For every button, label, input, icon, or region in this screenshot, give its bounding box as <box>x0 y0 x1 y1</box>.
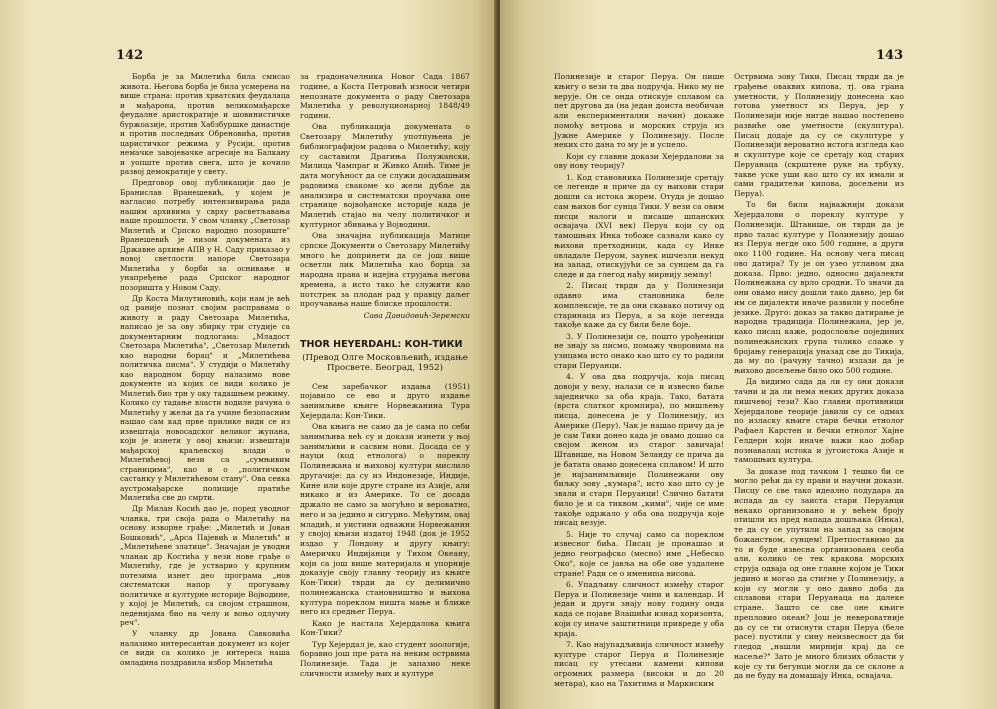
paragraph: За доказе под тачком 1 тешко би се могло рећи да су прави и научни докази. Писцу се све тако идеално подудара да испада да су заиста стари Перуанци некако организовано и у већем броју отишли из пред напада дошљака (Инка), те да су се упутили на запад за својим божанством, сунцем! Претпоставимо да то и буде извесна организована сеоба али, колико се тек кракова морских струја одваја од оне главне којом је Тики једино и могао да стигне у Полинезију, а који су могли у оно давно доба да сплавови стари Перуанаца на далеке стране. Зашто се све оне књиге препловио океан? Још је невероватније да су се ти отиснути стари Перуа (беле расе) пустили у сину неизвесност да би гледод „нашли мирнији крај да се насеље?" Зато је много близих области у које су ти бегунци могли да се склоне а да не буду на домашају Инка, освајача. <box>734 466 904 681</box>
paragraph: 2. Писац тврди да у Полинезији одавно има становника беле комплексије, те да они скавако потичу од старинаца из Перуа, а за које легенда такође каже да су били беле боје. <box>554 281 724 330</box>
paragraph: 4. У ова два подручја, која писац довоји у везу, налази се и извесно биље заједничко за оба краја. Тако, батата (врста слатког кромпира), по мишљењу писца, донесена је у Полинезију, из Америке (Перу). Чак је нашао причу да је је сам Тики донео када је овамо дошао са својом женом из старог завичаја! Штавише, на Новом Зеланду се прича да је батата овамо донесена сплавом! И што је најзанимљивије Полинежани ову биљку зову „кумара", исто као што су је звали и стари Перуанци! Слично батати било је и са тиквом „кими", чије се име такође одржало у оба ова подручја које писац везује. <box>554 372 724 528</box>
paragraph: 7. Као најупадљивија сличност између културе старог Перуа и Полинезије писац су утесани камени кипови огромних размера (високи и до 20 метара), као на Тахитима и Маркиским <box>554 639 724 688</box>
column-1 <box>120 72 290 669</box>
paragraph: Ова публикација докумената о Светозару Милетићу употпуњена је библиографијом радова о Милетићу, коју су саставили Драгиња Полужански, Милица Чампраг и Живко Апић. Тиме је дата могућност да се служи досадашњим радовима свакоме ко жели дубље да анализира и систематски проучава оне странице војвођанске историје када је Милетић стајао на челу политичког и културног збивања у Војводини. <box>300 122 470 229</box>
column-4 <box>734 72 904 683</box>
paragraph: 3. У Полинезији се, пошто урођеници не знају за писмо, помажу чворовима на узицама исто онако као што су то радили стари Перуанци. <box>554 331 724 370</box>
paragraph: Острвима зову Тики. Писац тврди да је грађење оваквих кипова, тј. ова грана уметности, у Полинезију донесена као готова уметност из Перуа, јер у Полинезији није нигде нашао постепено развиће ове уметности (скулптура). Писац додаје да су се скулптуре у Полинезији вероватно истога изгледа као и скулптуре које се сретају код старих Перуанаца (скрштене руке на трбуху, такве уске уши као што су их имали и сами градитељи кипова, досељени из Перуа). <box>734 72 904 198</box>
paragraph: Борба је за Милетића била смисао живота. Његова борба је била усмерена на више страна: против хрватских феудалаца и мађарона, против великомађарске феудалне аристократије и шовинистичке буржоазије, против Хабзбуршке династије и против последњих Обреновића, против царистичког режима у Русији, против немачке завојевачке агресије на Балкану и уопште против свега, што је кочило развој демократије у свету. <box>120 72 290 176</box>
paragraph: Да видимо сада да ли су они докази тачни и да ли нема неких других доказа пишчевој тези? Као главни противници Хејердалове теорије јавили су се одмах по изласку књиге стари бечки етнолог Рафаел Карстен и бечки етнолог Хајне Гелдерн који иначе важи као добар познавалац истока и југоистока Азије и тамошњих култура. <box>734 377 904 465</box>
paragraph: Ова књига не само да је сама по себи занимљива већ су и докази изнети у њој занимљиви и сасвим нови. Досада се у науци (код етнолога) о пореклу Полинежана и њиховој култури мислило другачије: да су из Индонезије, Индије, Кине или које друге стране из Азије, али никако и из Америке. То се досада држало не само за могућно и вероватно, него и за једино и сигурно. Међутим, овај младић, и уистини одважни Норвежанин у својој књизи издатој 1948 (док је 1952 издао у Лондону и другу књигу: Америчкu Индијанци у Тихом Океану, који са још више материјала и упорније доказује своју главну теорију из књиге Кон-Тики) тврди да су делимично полинежанска становништво и њихова култура пореклом ништа мање и ближе него из средњег Перуа. <box>300 422 470 617</box>
paragraph: То би били најважнији докази Хејердалови о пореклу културе у Полинезији. Штавише, он тврди да је прво талас културе у Полинезију дошао из Перуа негде око 500 године, а други око 1100 године. На основу чега писац ово датира? Ту је он узео угланом два доказа. Прво: једно, односно дијалекти Полинежана су врло сродни. То значи да они овамо нису дошли тако давно, јер би им се дијалекти иначе развили у посебне језике. Друго: доказ за такво датирање је народна традиција Полинежана, јер је, како писац каже, родословље појединих полинежанских група толико слаже у бројању генерација уназад све до Тикија, да му по (рачуну тачно) излази да је њихово досељење било око 500 године. <box>734 200 904 375</box>
paragraph: Који су главни докази Хејердалови за ову нову теорију? <box>554 151 724 171</box>
column-2 <box>300 72 470 680</box>
paragraph: Како је настала Хејердалова књига Кон-Тики? <box>300 618 470 638</box>
page-number-right: 143 <box>876 48 904 63</box>
paragraph: Тур Хејердал је, као студент зоологије, боравио још пре рата на неким острвима Полинезије. Тада је запазио неке сличности између њих и културе <box>300 639 470 678</box>
paragraph: 6. Упадљиву сличност између старог Перуа и Полинезије чини и календар. И један и други знају нову годину онда када се појаве Влашићи изнад хоризонта, који су иначе заштитници привреде у оба краја. <box>554 579 724 638</box>
paragraph: У чланку др Јована Савковића налазимо интересантан документ из којег се види са колико је интереса наша омладина поздравила избор Милетића <box>120 629 290 667</box>
review-heading: THOR HEYERDAHL: КОН-ТИКИ <box>300 339 463 351</box>
paragraph: за градоначелника Новог Сада 1867 године, а Коста Петровић износи четири непознате документа о раду Светозара Милетића у револуционарној 1848/49 години. <box>300 72 470 120</box>
review-subheading: (Превод Олге Московљевић, издање Просвете. Београд, 1952) <box>302 353 468 373</box>
left-page <box>0 0 497 709</box>
paragraph: Полинезије и старог Перуа. Он пише књигу о вези та два подручја. Нико му не верује. Он се онда отискује сплавом са пет другова да (на један доиста необичан али експериментални начин) докаже помоћу ветрова и морских струја из Јужне Америке у Полинезију. После неких сто дана то му је и успело. <box>554 72 724 150</box>
paragraph: Сем заребачког издања (1951) појавило се ево и друго издање занимљиве књиге Норвежанина Тура Хејердала: Кон-Тики. <box>300 381 470 420</box>
paragraph: Предговор овој публикацији дао је Бранислав Вранешевић, у којем је нагласио потребу интензивирања рада нашим архивима у сврху расветљавања наше прошлости. У свом чланку „Светозар Милетић и Српско народно позориште" Вранешевић је низом докумената из Државне архиве АПВ у Н. Саду приказао у новој светлости напоре Светозара Милетића у борби за оснивање и унапређење рада Српског народног позоришта у Новом Саду. <box>120 178 290 292</box>
paragraph: 1. Код становника Полинезије сретају се легенде и приче да су њихови стари дошли са истока жорем. Отуда је дошао сам њихов бог сунца Тики. У вези са овим писци налоги и писаше шпанских освајача (XVI век) Перуа који су од тамошњих Инка тобоже сазнали како су њихови претходници, када су Инке овладале Перуом, заувек ишчезли некуд на запад, отискујући се за сунцем да га следе и да глегод нађу мирнију земљу! <box>554 172 724 279</box>
page-number-left: 142 <box>116 48 144 63</box>
review-signature: Сава Давидовић-Зеремски <box>363 310 470 320</box>
paragraph: Др Коста Милутиновић, који нам је већ од раније познат својим расправама о животу и раду Светозара Милетића, написао је за ову збирку три студије са документарним подлогама: „Младост Светозара Милетића", „Светозар Милетић као народни борац" и „Милетићева политичка писма". У студији о Милетићу као народном борцу налазимо нове документе из којих се види колико је Милетић био трн у оку тадашњем режиму. Колико су тадање власти водиле рачуна о Милетићу у жељи да га учине безопасним нашао сам кад прве прилике види се из извештаја новосадског великог жупана, који је изнети у овој књизи: извештаји мађарској краљевској влади о Милетићевој вези са „сумњивим страницима", као и о „политичком састанку у Милетићевом стану". Ова севка аустромађарске полиције пратиће Милетића све до смрти. <box>120 293 290 502</box>
right-page <box>500 0 997 709</box>
paragraph: 5. Није то случај само са пореклом извесног бића. Писац је пронашао и једно географско (месно) име „Небеско Око", које се јавља на обе ове уздалене стране! Ради се о имениma висова. <box>554 529 724 578</box>
paragraph: Ова значајна публикација Матице српске Документи о Светозару Милетићу много ће допринети да се још више осветли лик Милетића као борца за народна права и идејна струјања његова времена, а исто тако ће служити као потстрек за плодан рад у правцу даљег проучавања наше блиске прошлости. <box>300 231 470 309</box>
paragraph: Др Милан Косић дао је, поред уводног чланка, три своја рада о Милетићу на основу изворне грађе: „Милетић и Јован Бошковић", „Арса Пајевић и Милетић" и „Милетићеве златице". Значајан је уводни чланак др Костића у вези нове грађе о Милетићу, где је устварио у крупним потезима изнет део програма „нов систематски напор у прогувању политичке и културне историје Војводине, у којој је Милетић, са својом страшном, леденијама био на челу и воњо одлучну реч". <box>120 504 290 627</box>
column-3 <box>554 72 724 690</box>
